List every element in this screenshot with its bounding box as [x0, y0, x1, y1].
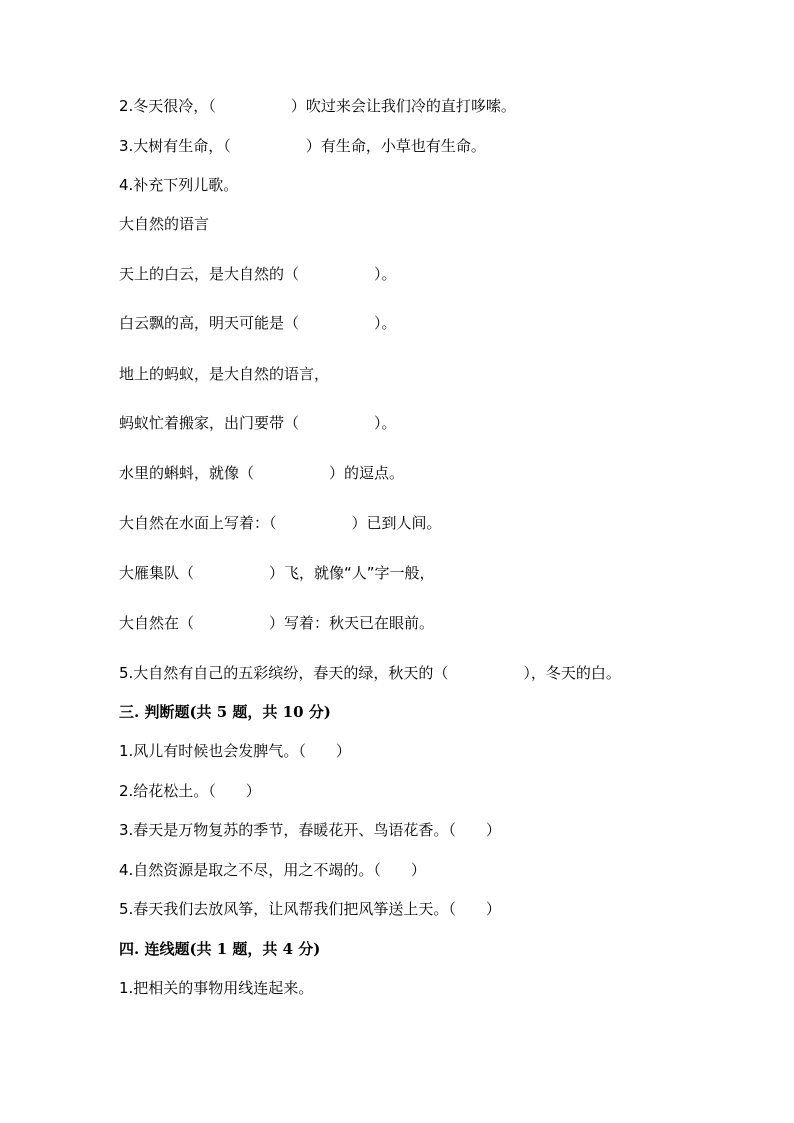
judge-question: 5.春天我们去放风筝，让风帮我们把风筝送上天。（ ）	[119, 900, 501, 918]
fill-in-question-2: 2.冬天很冷，（ ）吹过来会让我们冷的直打哆嗦。	[119, 97, 516, 115]
matching-question-1: 1.把相关的事物用线连起来。	[119, 979, 314, 997]
poem-line: 大雁集队（ ）飞，就像“人”字一般，	[119, 564, 435, 582]
poem-title: 大自然的语言	[119, 215, 210, 233]
poem-line: 天上的白云，是大自然的（ ）。	[119, 265, 397, 283]
judge-question: 1.风儿有时候也会发脾气。（ ）	[119, 742, 351, 760]
poem-line: 水里的蝌蚪，就像（ ）的逗点。	[119, 464, 405, 482]
poem-line: 地上的蚂蚁，是大自然的语言，	[119, 365, 330, 383]
judge-question: 2.给花松土。（ ）	[119, 782, 261, 800]
judge-question: 3.春天是万物复苏的季节，春暖花开、鸟语花香。（ ）	[119, 821, 501, 839]
poem-line: 白云飘的高，明天可能是（ ）。	[119, 314, 397, 332]
poem-line: 大自然在水面上写着：（ ）已到人间。	[119, 514, 442, 532]
section-heading-judge: 三. 判断题(共 5 题，共 10 分)	[119, 703, 331, 721]
poem-line: 大自然在（ ）写着：秋天已在眼前。	[119, 614, 435, 632]
fill-in-question-4: 4.补充下列儿歌。	[119, 176, 239, 194]
fill-in-question-3: 3.大树有生命，（ ）有生命，小草也有生命。	[119, 137, 486, 155]
fill-in-question-5: 5.大自然有自己的五彩缤纷，春天的绿，秋天的（ ），冬天的白。	[119, 664, 621, 682]
section-heading-matching: 四. 连线题(共 1 题，共 4 分)	[119, 940, 321, 958]
poem-line: 蚂蚁忙着搬家，出门要带（ ）。	[119, 414, 397, 432]
judge-question: 4.自然资源是取之不尽，用之不竭的。（ ）	[119, 861, 426, 879]
